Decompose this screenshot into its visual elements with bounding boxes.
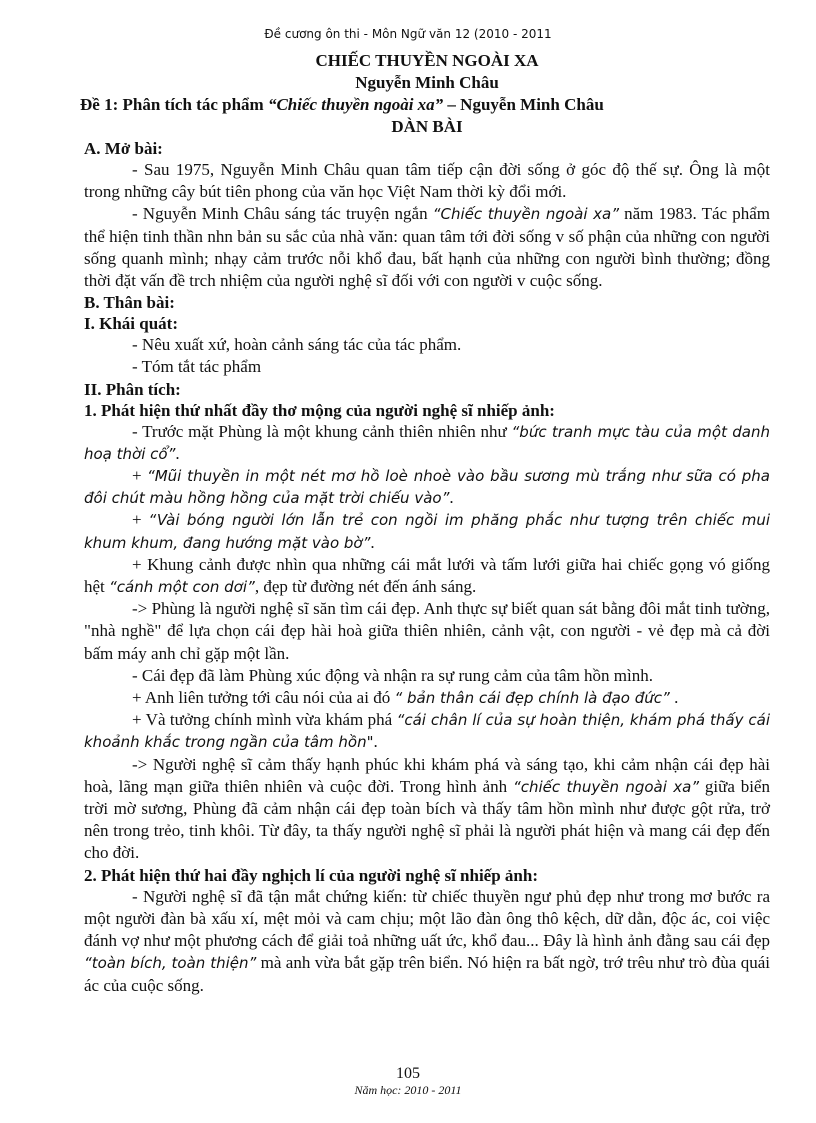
subsection-1-paragraph-1 (84, 421, 770, 465)
quote: “cánh một con dơi” (109, 578, 255, 597)
subsection-1-paragraph-7 (84, 687, 770, 709)
document-body (80, 50, 771, 997)
quote: “bức tranh mực tàu của một danh hoạ thời cổ” (84, 422, 770, 463)
author-name: Nguyễn Minh Châu (355, 73, 499, 92)
quote: “Mũi thuyền in một nét mơ hồ loè nhoè vào bầu sương mù trắng như sữa có pha đôi chút màu hồng hồng của mặt trời chiếu vào” (84, 467, 770, 508)
topic-prefix: Đề 1: Phân tích tác phẩm (80, 95, 268, 114)
subsection-1-paragraph-6: - Cái đẹp đã làm Phùng xúc động và nhận ra sự rung cảm của tâm hồn mình. (132, 665, 653, 685)
subsection-1-heading: 1. Phát hiện thứ nhất đầy thơ mộng của người nghệ sĩ nhiếp ảnh: (84, 400, 555, 420)
text-run: . (669, 688, 679, 708)
part-1-heading: I. Khái quát: (84, 314, 178, 334)
quote: “Chiếc thuyền ngoài xa” (432, 205, 619, 224)
subsection-1-paragraph-3 (84, 509, 770, 553)
subsection-1-paragraph-4 (84, 554, 770, 598)
quote: “ bản thân cái đẹp chính là đạo đức” (394, 689, 670, 708)
text-run: giữa biển trời mờ sương, Phùng đã cảm nhận cái đẹp toàn bích và thấy tâm hồn mình như được gột rửa, trở nên trong trẻo, tinh khôi. Từ đây, ta thấy người nghệ sĩ phải là người phát hiện và mang cái đẹp đến cho đời. (84, 776, 770, 863)
topic-suffix: – Nguyễn Minh Châu (443, 95, 604, 114)
section-a-paragraph-2 (84, 203, 770, 292)
footer-school-year: Năm học: 2010 - 2011 (354, 1083, 462, 1097)
section-b-heading: B. Thân bài: (84, 293, 175, 313)
work-title: CHIẾC THUYỀN NGOÀI XA (315, 51, 539, 70)
text-run: - Người nghệ sĩ đã tận mắt chứng kiến: từ chiếc thuyền ngư phủ đẹp như trong mơ bước ra một người đàn bà xấu xí, mệt mỏi và cam chịu; một lão đàn ông thô kệch, dữ dằn, độc ác, coi việc đánh vợ như một phương cách để giải toả những uất ức, khổ đau... Đây là hình ảnh đằng sau cái đẹp (84, 886, 770, 951)
text-run: . (370, 532, 375, 552)
subsection-1-paragraph-5: -> Phùng là người nghệ sĩ săn tìm cái đẹp. Anh thực sự biết quan sát bằng đôi mắt tinh tường, "nhà nghề" để lựa chọn cái đẹp hài hoà giữa thiên nhiên, cảnh vật, con người - vẻ đẹp mà cả đời bấm máy anh chỉ gặp một lần. (84, 599, 770, 663)
text-run: mà anh vừa bắt gặp trên biển. Nó hiện ra bất ngờ, trớ trêu như trò đùa quái ác của cuộc sống. (84, 953, 770, 995)
part-1-item-2: - Tóm tắt tác phẩm (132, 357, 262, 377)
section-a-heading: A. Mở bài: (84, 139, 163, 158)
text-run: - Trước mặt Phùng là một khung cảnh thiên nhiên như (132, 421, 512, 441)
essay-topic (80, 94, 770, 116)
quote: “toàn bích, toàn thiện” (84, 954, 257, 973)
outline-title: DÀN BÀI (391, 117, 463, 136)
subsection-1-paragraph-8 (84, 709, 770, 753)
text-run: + Anh liên tưởng tới câu nói của ai đó (132, 688, 395, 708)
quote: “Vài bóng người lớn lẫn trẻ con ngồi im phăng phắc như tượng trên chiếc mui khum khum, đang hướng mặt vào bờ” (84, 511, 771, 552)
quote: “chiếc thuyền ngoài xa” (512, 777, 700, 796)
text-run: , đẹp từ đường nét đến ánh sáng. (254, 577, 477, 597)
topic-work: “Chiếc thuyền ngoài xa” (267, 95, 444, 114)
page-number: 105 (396, 1065, 420, 1082)
subsection-1-paragraph-2 (84, 465, 770, 509)
subsection-2-paragraph-1 (84, 886, 770, 997)
text-run: năm 1983. Tác phẩm thể hiện tinh thần nhn bản su sắc của nhà văn: quan tâm tới đời sống v số phận của những con người sống quanh mình; nhạy cảm trước nỗi khổ đau, bất hạnh của những con người bình thường; đồng thời đặt vấn đề trch nhiệm của người nghệ sĩ đối với con người v cuộc sống. (84, 204, 770, 291)
subsection-1-paragraph-9 (84, 754, 770, 865)
text-run: + (132, 466, 147, 486)
text-run: . (449, 488, 454, 508)
part-2-heading: II. Phân tích: (84, 379, 181, 399)
text-run: + Và tưởng chính mình vừa khám phá (132, 710, 397, 730)
text-run: - Nguyễn Minh Châu sáng tác truyện ngắn (132, 204, 433, 224)
text-run: + (132, 510, 149, 530)
subsection-2-heading: 2. Phát hiện thứ hai đầy nghịch lí của người nghệ sĩ nhiếp ảnh: (84, 865, 538, 885)
part-1-item-1: - Nêu xuất xứ, hoàn cảnh sáng tác của tác phẩm. (132, 335, 462, 355)
section-a-paragraph-1: - Sau 1975, Nguyễn Minh Châu quan tâm tiếp cận đời sống ở góc độ thế sự. Ông là một trong những cây bút tiên phong của văn học Việt Nam thời kỳ đổi mới. (84, 160, 770, 202)
text-run: . (373, 732, 378, 752)
text-run: . (175, 443, 180, 463)
text-run: + Khung cảnh được nhìn qua những cái mắt lưới và tấm lưới giữa hai chiếc gọng vó giống hệt (84, 554, 770, 597)
running-header: Đề cương ôn thi - Môn Ngữ văn 12 (2010 - 2011 (264, 27, 552, 41)
quote: “cái chân lí của sự hoàn thiện, khám phá thấy cái khoảnh khắc trong ngần của tâm hồn" (84, 711, 770, 752)
text-run: -> Người nghệ sĩ cảm thấy hạnh phúc khi khám phá và sáng tạo, khi cảm nhận cái đẹp hài hoà, lãng mạn giữa thiên nhiên và cuộc đời. Trong hình ảnh (84, 754, 770, 796)
